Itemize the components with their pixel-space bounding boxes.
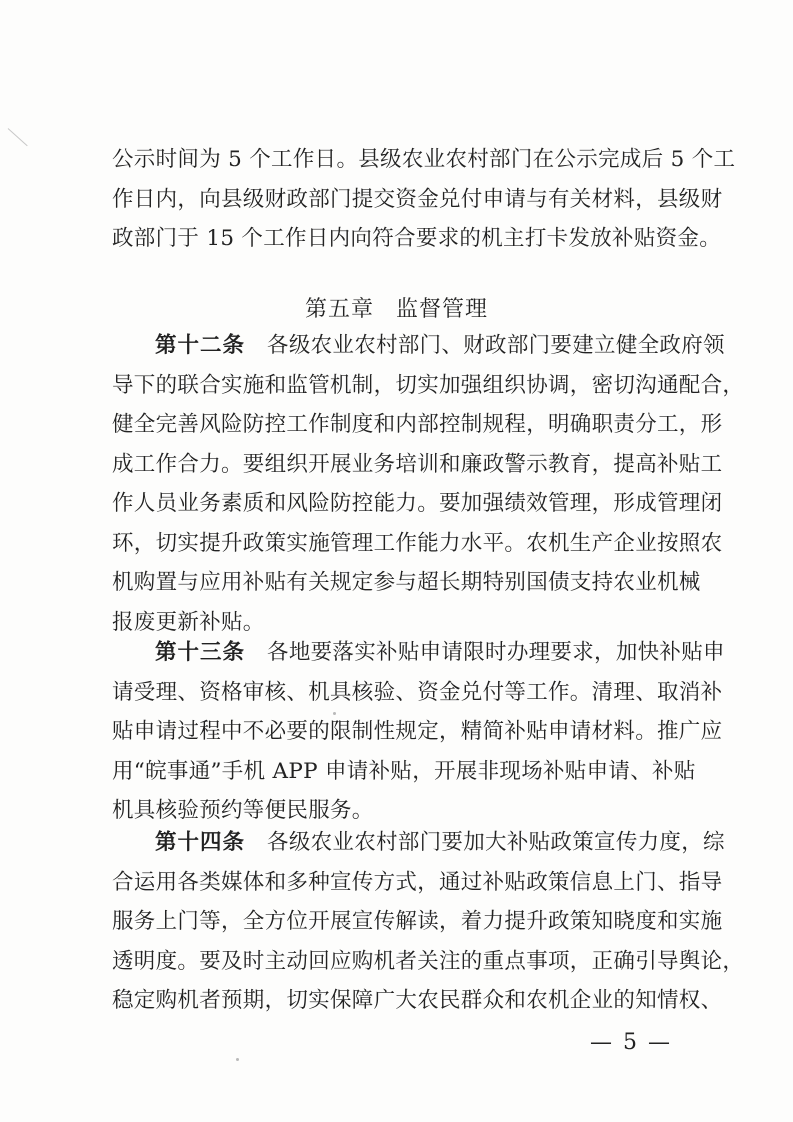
chapter-heading <box>0 292 793 323</box>
text-line: 作人员业务素质和风险防控能力。要加强绩效管理，形成管理闭 <box>112 491 723 516</box>
article-title: 第十四条 <box>155 830 246 855</box>
text-line: 机购置与应用补贴有关规定参与超长期特别国债支持农业机械 <box>112 570 701 595</box>
text-line: 贴申请过程中不必要的限制性规定，精简补贴申请材料。推广应 <box>112 719 723 744</box>
text-line: 机具核验预约等便民服务。 <box>112 798 374 823</box>
scan-artifact-mark <box>8 128 28 146</box>
text-line: 稳定购机者预期，切实保障广大农民群众和农机企业的知情权、 <box>112 988 723 1013</box>
text-line: 各级农业农村部门要加大补贴政策宣传力度，综 <box>267 830 725 855</box>
chapter-number: 第五章 <box>304 297 374 322</box>
paragraph-continuation <box>112 140 736 259</box>
article-12 <box>112 326 745 642</box>
article-first-line <box>112 326 725 366</box>
article-title: 第十二条 <box>155 333 246 358</box>
text-line: 环，切实提升政策实施管理工作能力水平。农机生产企业按照农 <box>112 530 723 556</box>
article-first-line <box>112 633 725 673</box>
article-13 <box>112 633 725 831</box>
article-title: 第十三条 <box>155 640 246 665</box>
text-line: 报废更新补贴。 <box>112 609 265 635</box>
page-number: — 5 — <box>590 1030 672 1055</box>
text-line: 用“皖事通”手机 APP 申请补贴，开展非现场补贴申请、补贴 <box>112 758 696 784</box>
article-14 <box>112 823 745 1021</box>
text-line: 成工作合力。要组织开展业务培训和廉政警示教育，提高补贴工 <box>112 451 723 477</box>
article-first-line <box>112 823 725 863</box>
text-line: 政部门于 15 个工作日内向符合要求的机主打卡发放补贴资金。 <box>112 226 722 251</box>
text-line: 健全完善风险防控工作制度和内部控制规程，明确职责分工，形 <box>112 412 723 437</box>
text-line: 各地要落实补贴申请限时办理要求，加快补贴申 <box>267 640 725 665</box>
text-line: 作日内，向县级财政部门提交资金兑付申请与有关材料，县级财 <box>112 186 723 212</box>
text-line: 公示时间为 5 个工作日。县级农业农村部门在公示完成后 5 个工 <box>112 147 736 172</box>
text-line: 各级农业农村部门、财政部门要建立健全政府领 <box>267 333 725 358</box>
text-line: 导下的联合实施和监管机制，切实加强组织协调，密切沟通配合， <box>112 372 745 398</box>
chapter-title: 监督管理 <box>396 297 489 322</box>
text-line: 服务上门等，全方位开展宣传解读，着力提升政策知晓度和实施 <box>112 909 723 934</box>
scan-speck <box>236 1058 239 1061</box>
text-line: 请受理、资格审核、机具核验、资金兑付等工作。清理、取消补 <box>112 679 723 705</box>
text-line: 合运用各类媒体和多种宣传方式，通过补贴政策信息上门、指导 <box>112 869 723 895</box>
text-line: 透明度。要及时主动回应购机者关注的重点事项，正确引导舆论， <box>112 948 745 974</box>
